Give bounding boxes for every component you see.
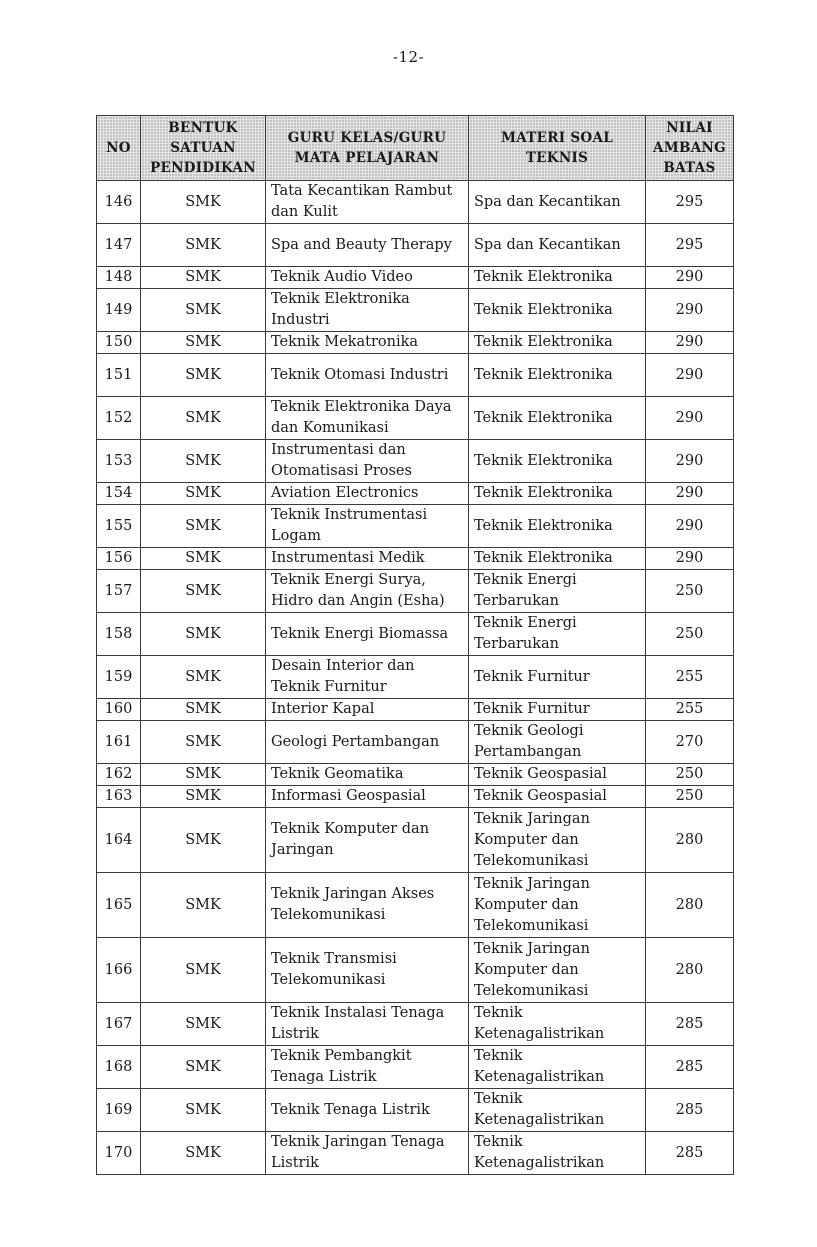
cell-nilai: 250 [646, 786, 734, 808]
header-bentuk-satuan-pendidikan: BENTUK SATUAN PENDIDIKAN [141, 116, 266, 181]
cell-nilai: 285 [646, 1003, 734, 1046]
header-nilai-ambang-batas: NILAI AMBANG BATAS [646, 116, 734, 181]
cell-guru: Teknik Jaringan Akses Telekomunikasi [266, 873, 469, 938]
cell-guru: Teknik Energi Biomassa [266, 613, 469, 656]
cell-guru: Instrumentasi Medik [266, 548, 469, 570]
cell-bentuk: SMK [141, 1046, 266, 1089]
table-row [97, 397, 734, 440]
table-row [97, 613, 734, 656]
table-row [97, 699, 734, 721]
cell-guru: Interior Kapal [266, 699, 469, 721]
cell-nilai: 250 [646, 764, 734, 786]
table-row [97, 1046, 734, 1089]
cell-materi: Teknik Ketenagalistrikan [469, 1003, 646, 1046]
table-row [97, 483, 734, 505]
cell-no: 155 [97, 505, 141, 548]
table-row [97, 440, 734, 483]
cell-materi: Teknik Elektronika [469, 483, 646, 505]
cell-nilai: 280 [646, 873, 734, 938]
cell-no: 163 [97, 786, 141, 808]
cell-bentuk: SMK [141, 1089, 266, 1132]
cell-materi: Teknik Geologi Pertambangan [469, 721, 646, 764]
cell-nilai: 290 [646, 505, 734, 548]
cell-materi: Teknik Geospasial [469, 786, 646, 808]
cell-bentuk: SMK [141, 938, 266, 1003]
cell-bentuk: SMK [141, 570, 266, 613]
cell-bentuk: SMK [141, 764, 266, 786]
cell-materi: Teknik Elektronika [469, 267, 646, 289]
table-row [97, 764, 734, 786]
cell-no: 153 [97, 440, 141, 483]
cell-materi: Teknik Elektronika [469, 397, 646, 440]
cell-materi: Teknik Energi Terbarukan [469, 570, 646, 613]
cell-nilai: 290 [646, 440, 734, 483]
cell-materi: Teknik Elektronika [469, 548, 646, 570]
cell-no: 150 [97, 332, 141, 354]
cell-no: 166 [97, 938, 141, 1003]
cell-materi: Spa dan Kecantikan [469, 224, 646, 267]
cell-nilai: 285 [646, 1046, 734, 1089]
cell-materi: Teknik Ketenagalistrikan [469, 1132, 646, 1175]
cell-guru: Desain Interior dan Teknik Furnitur [266, 656, 469, 699]
cell-guru: Teknik Otomasi Industri [266, 354, 469, 397]
cell-materi: Teknik Furnitur [469, 656, 646, 699]
cell-no: 170 [97, 1132, 141, 1175]
cell-no: 168 [97, 1046, 141, 1089]
cell-nilai: 290 [646, 483, 734, 505]
cell-guru: Teknik Instrumentasi Logam [266, 505, 469, 548]
cell-no: 147 [97, 224, 141, 267]
cell-bentuk: SMK [141, 721, 266, 764]
cell-materi: Spa dan Kecantikan [469, 181, 646, 224]
cell-guru: Informasi Geospasial [266, 786, 469, 808]
cell-materi: Teknik Ketenagalistrikan [469, 1089, 646, 1132]
cell-nilai: 295 [646, 224, 734, 267]
cell-guru: Teknik Energi Surya, Hidro dan Angin (Esha) [266, 570, 469, 613]
table-header-row [97, 116, 734, 181]
cell-materi: Teknik Elektronika [469, 354, 646, 397]
cell-nilai: 290 [646, 267, 734, 289]
header-materi-soal-teknis: MATERI SOAL TEKNIS [469, 116, 646, 181]
table-row [97, 289, 734, 332]
table-row [97, 570, 734, 613]
cell-bentuk: SMK [141, 397, 266, 440]
cell-materi: Teknik Furnitur [469, 699, 646, 721]
cell-guru: Teknik Pembangkit Tenaga Listrik [266, 1046, 469, 1089]
cell-nilai: 290 [646, 354, 734, 397]
table-row [97, 505, 734, 548]
cell-nilai: 280 [646, 808, 734, 873]
cell-nilai: 280 [646, 938, 734, 1003]
cell-no: 165 [97, 873, 141, 938]
cell-guru: Instrumentasi dan Otomatisasi Proses [266, 440, 469, 483]
cell-bentuk: SMK [141, 440, 266, 483]
table-row [97, 873, 734, 938]
cell-no: 167 [97, 1003, 141, 1046]
table-body [97, 181, 734, 1175]
cell-no: 154 [97, 483, 141, 505]
cell-no: 146 [97, 181, 141, 224]
table-row [97, 721, 734, 764]
table-row [97, 181, 734, 224]
cell-guru: Teknik Mekatronika [266, 332, 469, 354]
cell-bentuk: SMK [141, 332, 266, 354]
cell-no: 151 [97, 354, 141, 397]
cell-guru: Teknik Transmisi Telekomunikasi [266, 938, 469, 1003]
cell-materi: Teknik Elektronika [469, 332, 646, 354]
cell-guru: Teknik Komputer dan Jaringan [266, 808, 469, 873]
cell-no: 156 [97, 548, 141, 570]
cell-materi: Teknik Geospasial [469, 764, 646, 786]
cell-nilai: 290 [646, 332, 734, 354]
cell-materi: Teknik Energi Terbarukan [469, 613, 646, 656]
cell-guru: Tata Kecantikan Rambut dan Kulit [266, 181, 469, 224]
cell-guru: Teknik Elektronika Industri [266, 289, 469, 332]
cell-bentuk: SMK [141, 1132, 266, 1175]
cell-materi: Teknik Jaringan Komputer dan Telekomunikasi [469, 873, 646, 938]
cell-guru: Teknik Tenaga Listrik [266, 1089, 469, 1132]
cell-no: 158 [97, 613, 141, 656]
table-row [97, 548, 734, 570]
cell-guru: Teknik Jaringan Tenaga Listrik [266, 1132, 469, 1175]
cell-nilai: 290 [646, 397, 734, 440]
table-row [97, 224, 734, 267]
cell-guru: Teknik Instalasi Tenaga Listrik [266, 1003, 469, 1046]
cell-no: 157 [97, 570, 141, 613]
cell-materi: Teknik Elektronika [469, 505, 646, 548]
cell-bentuk: SMK [141, 267, 266, 289]
cell-no: 169 [97, 1089, 141, 1132]
cell-guru: Aviation Electronics [266, 483, 469, 505]
table-row [97, 332, 734, 354]
cell-nilai: 250 [646, 613, 734, 656]
cell-nilai: 295 [646, 181, 734, 224]
cell-nilai: 285 [646, 1132, 734, 1175]
cell-bentuk: SMK [141, 786, 266, 808]
cell-guru: Spa and Beauty Therapy [266, 224, 469, 267]
cell-nilai: 255 [646, 656, 734, 699]
cell-bentuk: SMK [141, 873, 266, 938]
table-row [97, 656, 734, 699]
cell-no: 152 [97, 397, 141, 440]
cell-bentuk: SMK [141, 699, 266, 721]
table-row [97, 786, 734, 808]
header-guru-mata-pelajaran: GURU KELAS/GURU MATA PELAJARAN [266, 116, 469, 181]
header-no: NO [97, 116, 141, 181]
cell-nilai: 270 [646, 721, 734, 764]
cell-bentuk: SMK [141, 808, 266, 873]
table-row [97, 354, 734, 397]
cell-bentuk: SMK [141, 1003, 266, 1046]
cell-materi: Teknik Elektronika [469, 289, 646, 332]
cell-materi: Teknik Elektronika [469, 440, 646, 483]
cell-nilai: 290 [646, 289, 734, 332]
cell-no: 149 [97, 289, 141, 332]
cell-guru: Teknik Audio Video [266, 267, 469, 289]
table-row [97, 808, 734, 873]
cell-nilai: 250 [646, 570, 734, 613]
table-row [97, 1003, 734, 1046]
cell-materi: Teknik Jaringan Komputer dan Telekomunikasi [469, 938, 646, 1003]
cell-bentuk: SMK [141, 483, 266, 505]
cell-nilai: 255 [646, 699, 734, 721]
cell-guru: Teknik Elektronika Daya dan Komunikasi [266, 397, 469, 440]
cell-bentuk: SMK [141, 548, 266, 570]
cell-nilai: 285 [646, 1089, 734, 1132]
cell-no: 162 [97, 764, 141, 786]
cell-no: 160 [97, 699, 141, 721]
table-row [97, 1132, 734, 1175]
cell-bentuk: SMK [141, 289, 266, 332]
cell-no: 159 [97, 656, 141, 699]
table-row [97, 938, 734, 1003]
cell-guru: Teknik Geomatika [266, 764, 469, 786]
cell-bentuk: SMK [141, 505, 266, 548]
cell-nilai: 290 [646, 548, 734, 570]
cell-bentuk: SMK [141, 181, 266, 224]
cell-bentuk: SMK [141, 224, 266, 267]
page-number: -12- [392, 48, 425, 66]
table-row [97, 267, 734, 289]
table-row [97, 1089, 734, 1132]
cell-no: 161 [97, 721, 141, 764]
threshold-table [96, 115, 734, 1175]
cell-bentuk: SMK [141, 354, 266, 397]
cell-materi: Teknik Ketenagalistrikan [469, 1046, 646, 1089]
cell-bentuk: SMK [141, 613, 266, 656]
cell-no: 148 [97, 267, 141, 289]
cell-materi: Teknik Jaringan Komputer dan Telekomunikasi [469, 808, 646, 873]
cell-bentuk: SMK [141, 656, 266, 699]
cell-guru: Geologi Pertambangan [266, 721, 469, 764]
cell-no: 164 [97, 808, 141, 873]
